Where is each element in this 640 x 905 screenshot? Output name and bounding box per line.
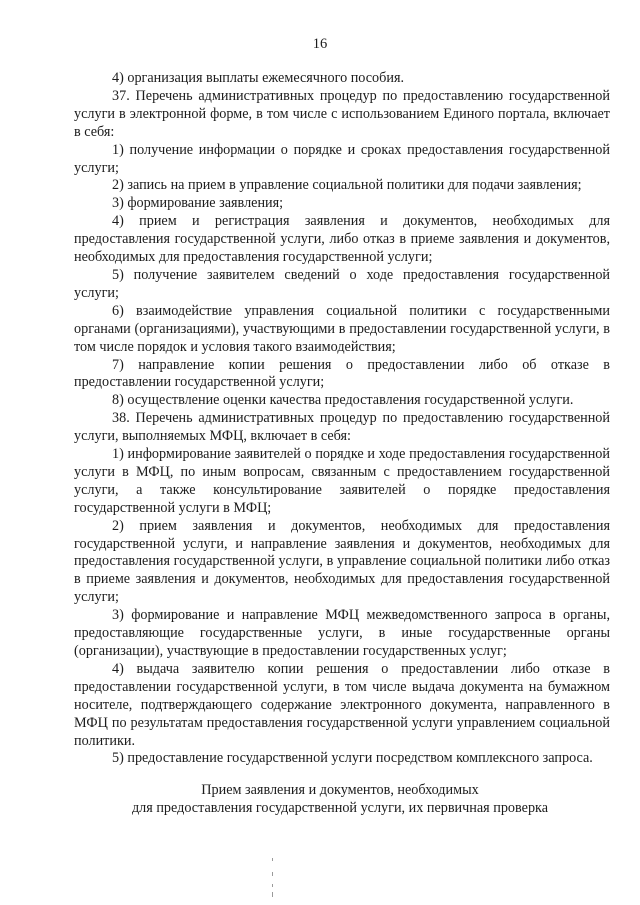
paragraph-clause-38: 38. Перечень административных процедур по предоставлению государственной услуги, выполняемых МФЦ, включает в себя: (74, 410, 610, 445)
list-item-37-2: 2) запись на прием в управление социальной политики для подачи заявления; (112, 177, 582, 194)
list-item-37-8: 8) осуществление оценки качества предоставления государственной услуги. (112, 392, 574, 409)
scan-artifact (272, 858, 276, 898)
page-number: 16 (312, 36, 328, 52)
list-item-37-7: 7) направление копии решения о предоставлении либо об отказе в предоставлении государственной услуги; (74, 356, 610, 391)
section-heading-line-1: Прием заявления и документов, необходимых (201, 782, 479, 798)
list-item-38-1: 1) информирование заявителей о порядке и ходе предоставления государственной услуги в МФЦ, по иным вопросам, связанным с предоставлением государственной услуги, а также консультирование заявителей о порядке предоставления государственной услуги в МФЦ; (74, 446, 610, 516)
section-heading (60, 781, 620, 817)
list-item-38-3: 3) формирование и направление МФЦ межведомственного запроса в органы, предоставляющие государственные услуги, в иные государственные органы (организации), участвующие в предоставлении государственных услуг; (74, 607, 610, 659)
list-item-37-6: 6) взаимодействие управления социальной политики с государственными органами (организациями), участвующими в предоставлении государственной услуги, в том числе порядок и условия такого взаимодействия; (74, 302, 610, 355)
paragraph-clause-37: 37. Перечень административных процедур по предоставлению государственной услуги в электронной форме, в том числе с использованием Единого портала, включает в себя: (74, 87, 610, 140)
list-item-38-2: 2) прием заявления и документов, необходимых для предоставления государственной услуги, и направление заявления и документов, необходимых для предоставления государственной услуги, в управление социальной политики либо отказ в приеме заявления и документов, необходимых для предоставления государственной услуги; (74, 517, 610, 606)
list-item-38-4: 4) выдача заявителю копии решения о предоставлении либо отказе в предоставлении государственной услуги, в том числе выдача документа на бумажном носителе, подтверждающего содержание электронного документа, направленного в МФЦ по результатам предоставления государственной услуги управлением социальной политики. (74, 660, 610, 749)
section-heading-line-2: для предоставления государственной услуги, их первичная проверка (131, 800, 549, 816)
list-item-37-5: 5) получение заявителем сведений о ходе предоставления государственной услуги; (74, 266, 610, 301)
list-item-37-3: 3) формирование заявления; (112, 195, 284, 212)
paragraph-item-4: 4) организация выплаты ежемесячного пособия. (112, 70, 405, 86)
list-item-38-5: 5) предоставление государственной услуги посредством комплексного запроса. (112, 750, 593, 767)
list-item-37-4: 4) прием и регистрация заявления и документов, необходимых для предоставления государственной услуги, либо отказ в приеме заявления и документов, необходимых для предоставления государственной услуги; (74, 213, 610, 266)
list-item-37-1: 1) получение информации о порядке и сроках предоставления государственной услуги; (74, 141, 610, 176)
document-body (74, 70, 610, 768)
